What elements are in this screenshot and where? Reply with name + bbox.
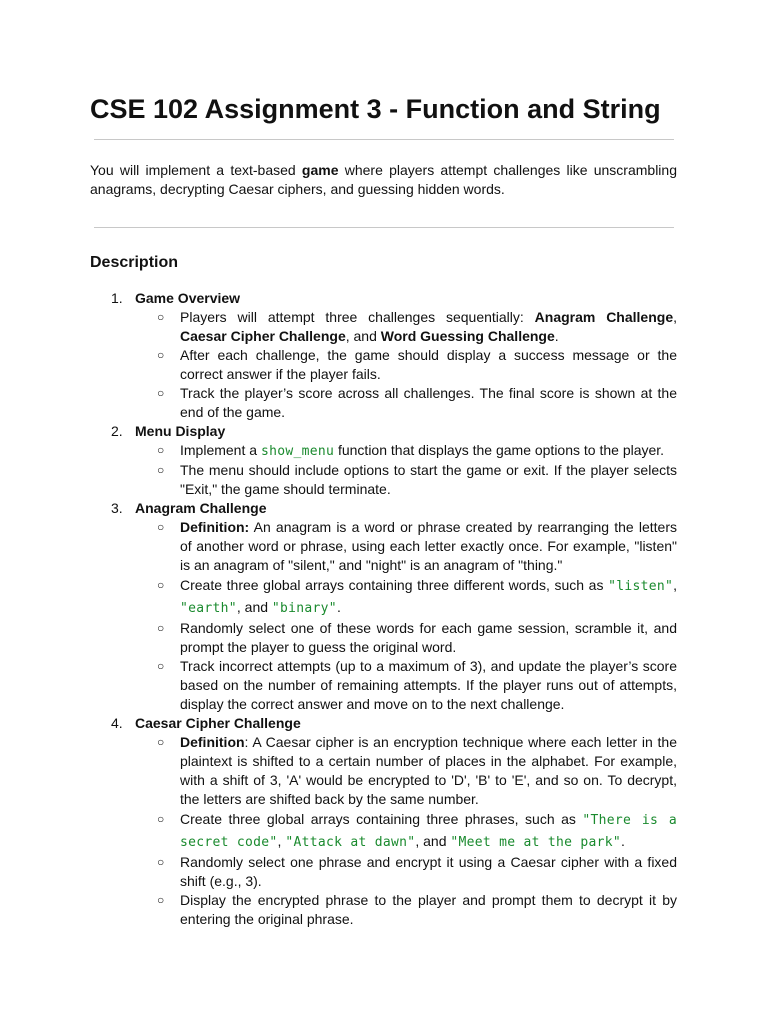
list-item-heading <box>90 289 677 308</box>
text: , <box>277 833 286 849</box>
description-list <box>90 289 677 929</box>
text: : A Caesar cipher is an encryption technique where each letter in the plaintext is shifted to a certain number of places in the alphabet. For example, with a shift of 3, 'A' would be encrypted to 'D', 'B' to 'E', and so on. To decrypt, the letters are shifted back by the same number. <box>180 734 677 807</box>
inline-code: "earth" <box>180 601 237 616</box>
divider <box>94 227 674 228</box>
inline-code: "Attack at dawn" <box>285 835 416 850</box>
text: . <box>554 328 559 344</box>
list-item <box>90 733 677 809</box>
inline-code: "Meet me at the park" <box>450 835 622 850</box>
bold-term: Anagram Challenge <box>534 309 674 325</box>
text: . <box>621 833 625 849</box>
list-number: 4. <box>111 715 123 731</box>
list-item <box>90 619 677 657</box>
list-item <box>90 441 677 461</box>
list-item <box>90 346 677 384</box>
bullet-icon: ○ <box>157 659 165 673</box>
list-item <box>90 657 677 714</box>
section-heading: Description <box>90 254 179 271</box>
intro-text-end: where players attempt challenges like unscrambling anagrams, decrypting Caesar ciphers, and guessing hidden words. <box>90 162 677 197</box>
bullet-icon: ○ <box>157 520 165 534</box>
inline-code: "binary" <box>271 601 337 616</box>
item-heading-text: Game Overview <box>135 290 241 306</box>
list-number: 3. <box>111 500 123 516</box>
bullet-icon: ○ <box>157 386 165 400</box>
list-item <box>90 809 677 853</box>
bullet-icon: ○ <box>157 855 165 869</box>
list-item <box>90 853 677 891</box>
list-item-heading <box>90 499 677 518</box>
list-item <box>90 461 677 499</box>
text: Display the encrypted phrase to the player and prompt them to decrypt it by entering the original phrase. <box>180 892 677 927</box>
list-item-heading <box>90 714 677 733</box>
list-number: 2. <box>111 423 123 439</box>
list-item <box>90 575 677 619</box>
text: The menu should include options to start the game or exit. If the player selects "Exit," the game should terminate. <box>180 462 677 497</box>
text: Randomly select one of these words for each game session, scramble it, and prompt the player to guess the original word. <box>180 620 677 655</box>
bullet-icon: ○ <box>157 443 165 457</box>
text: Randomly select one phrase and encrypt it using a Caesar cipher with a fixed shift (e.g., 3). <box>180 854 677 889</box>
bullet-icon: ○ <box>157 812 165 826</box>
bold-term: Word Guessing Challenge <box>380 328 555 344</box>
definition-label: Definition: <box>180 519 250 535</box>
inline-code: "There is a secret code" <box>180 813 677 850</box>
text: Create three global arrays containing three phrases, such as <box>180 811 583 827</box>
list-item <box>90 518 677 575</box>
divider <box>94 139 674 140</box>
text: Implement a <box>180 442 261 458</box>
list-item-heading <box>90 422 677 441</box>
list-item <box>90 891 677 929</box>
list-item <box>90 384 677 422</box>
bullet-icon: ○ <box>157 578 165 592</box>
item-heading-text: Caesar Cipher Challenge <box>135 715 301 731</box>
text: , and <box>236 599 272 615</box>
text: Track the player’s score across all challenges. The final score is shown at the end of the game. <box>180 385 677 420</box>
intro-text: You will implement a text-based <box>90 162 302 178</box>
bullet-icon: ○ <box>157 463 165 477</box>
definition-label: Definition <box>180 734 245 750</box>
bullet-icon: ○ <box>157 893 165 907</box>
text: Create three global arrays containing three different words, such as <box>180 577 609 593</box>
bold-term: Caesar Cipher Challenge <box>180 328 346 344</box>
text: Track incorrect attempts (up to a maximum of 3), and update the player’s score based on the number of remaining attempts. If the player runs out of attempts, display the correct answer and move on to the next challenge. <box>180 658 677 712</box>
text: , <box>673 309 677 325</box>
text: An anagram is a word or phrase created by rearranging the letters of another word or phrase, using each letter exactly once. For example, "listen" is an anagram of "silent," and "night" is an anagram of "thing." <box>180 519 677 573</box>
bullet-icon: ○ <box>157 310 165 324</box>
bullet-icon: ○ <box>157 735 165 749</box>
intro-paragraph <box>90 161 677 199</box>
text: function that displays the game options to the player. <box>334 442 665 458</box>
intro-bold: game <box>301 162 339 178</box>
text: . <box>336 599 341 615</box>
inline-code: "listen" <box>608 579 674 594</box>
text: , and <box>415 833 451 849</box>
text: , <box>673 577 677 593</box>
item-heading-text: Anagram Challenge <box>135 500 267 516</box>
text: , and <box>345 328 381 344</box>
list-item <box>90 308 677 346</box>
list-number: 1. <box>111 290 123 306</box>
text: After each challenge, the game should display a success message or the correct answer if the player fails. <box>180 347 677 382</box>
bullet-icon: ○ <box>157 348 165 362</box>
inline-code: show_menu <box>260 444 335 459</box>
item-heading-text: Menu Display <box>135 423 226 439</box>
bullet-icon: ○ <box>157 621 165 635</box>
page-title: CSE 102 Assignment 3 - Function and String <box>90 94 661 124</box>
text: Players will attempt three challenges sequentially: <box>180 309 535 325</box>
